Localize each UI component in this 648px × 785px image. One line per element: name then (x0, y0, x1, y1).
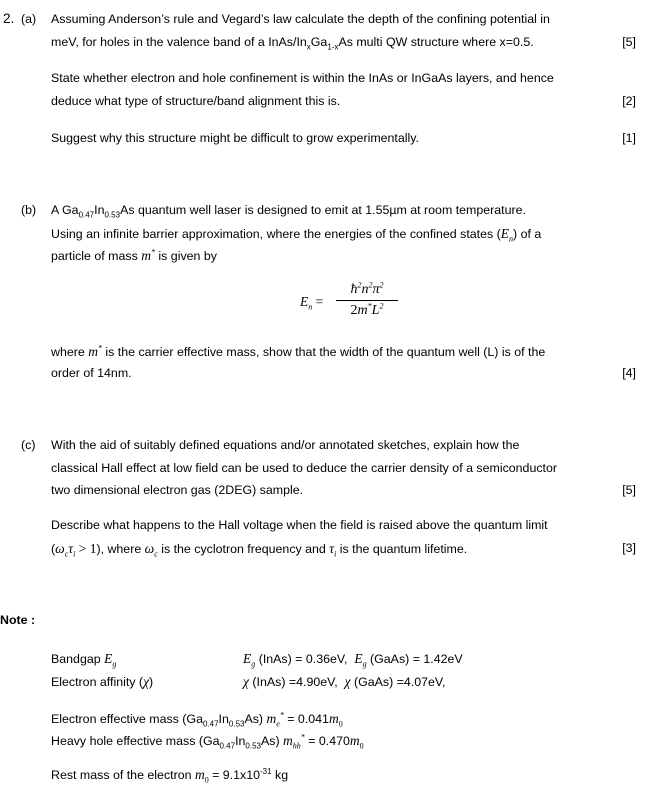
part-a-text-line-2: meV, for holes in the valence band of a InAs/$In_xGa_{1-x}As$ multi QW structure where x=0.5. (51, 35, 534, 52)
heavy-hole-effective-mass: Heavy hole effective mass $(Ga_{0.47}In_{0.53}As) m_{hh}^* = 0.470m_0$ (51, 732, 364, 751)
rest-mass: Rest mass of the electron $m_0 = 9.1x10^{-31}$ kg (51, 766, 289, 785)
part-c-p2-marks: [3] (622, 541, 636, 555)
part-c-text-line-3: two dimensional electron gas (2DEG) sample. (51, 483, 304, 497)
part-c-p2-line-2: $(\omega_c\tau_i > 1)$, where $\omega_c$ is the cyclotron frequency and $\tau_i$ is the quantum lifetime. (51, 541, 468, 559)
note-title: Note : (0, 613, 36, 627)
part-b-text-line-2: Using an infinite barrier approximation, where the energies of the confined states $(E_n)$ of a (51, 226, 542, 244)
part-b-text-line-1: A $Ga_{0.47}In_{0.53}As$ quantum well laser is designed to emit at 1.55µm at room temperature. (51, 203, 526, 220)
formula-numerator: $ħ^2n^2\pi^2$ (336, 282, 398, 301)
bandgap-values: $E_g$ (InAs) = 0.36eV, $E_g$ (GaAs) = 1.42eV (243, 651, 463, 669)
part-b-text-line-3: particle of mass m* is given by (51, 247, 217, 263)
part-c-text-line-2: classical Hall effect at low field can be used to deduce the carrier density of a semiconductor (51, 461, 557, 475)
part-b-label: (b) (21, 203, 37, 217)
question-number: 2. (3, 11, 15, 26)
formula-lhs: $E_n$ = (300, 294, 324, 312)
part-a-marks: [5] (622, 35, 636, 49)
part-b-marks: [4] (622, 366, 636, 380)
part-c-marks: [5] (622, 483, 636, 497)
part-c-text-line-1: With the aid of suitably defined equations and/or annotated sketches, explain how the (51, 438, 520, 452)
part-a-p2-marks: [2] (622, 94, 636, 108)
part-a-text-line-1: Assuming Anderson’s rule and Vegard’s law calculate the depth of the confining potential in (51, 12, 550, 26)
part-a-p2-line-2: deduce what type of structure/band alignment this is. (51, 94, 341, 108)
part-a-p3-line-1: Suggest why this structure might be difficult to grow experimentally. (51, 131, 419, 145)
part-a-p2-line-1: State whether electron and hole confinement is within the InAs or InGaAs layers, and hence (51, 71, 554, 85)
electron-effective-mass: Electron effective mass $(Ga_{0.47}In_{0.53}As) m_e^* = 0.041m_0$ (51, 710, 343, 729)
affinity-values: χ (InAs) =4.90eV, χ (GaAs) =4.07eV, (243, 674, 446, 689)
part-b-text-line-5: order of 14nm. (51, 366, 132, 380)
part-a-label: (a) (21, 12, 37, 26)
part-c-label: (c) (21, 438, 36, 452)
part-b-text-line-4: where m* is the carrier effective mass, show that the width of the quantum well (L) is of the (51, 343, 546, 359)
part-c-p2-line-1: Describe what happens to the Hall voltage when the field is raised above the quantum limit (51, 518, 548, 532)
affinity-label: Electron affinity (χ) (51, 674, 154, 689)
part-a-p3-marks: [1] (622, 131, 636, 145)
formula-denominator: $2m^*L^2$ (350, 301, 384, 318)
bandgap-label: Bandgap $E_g$ (51, 651, 117, 669)
